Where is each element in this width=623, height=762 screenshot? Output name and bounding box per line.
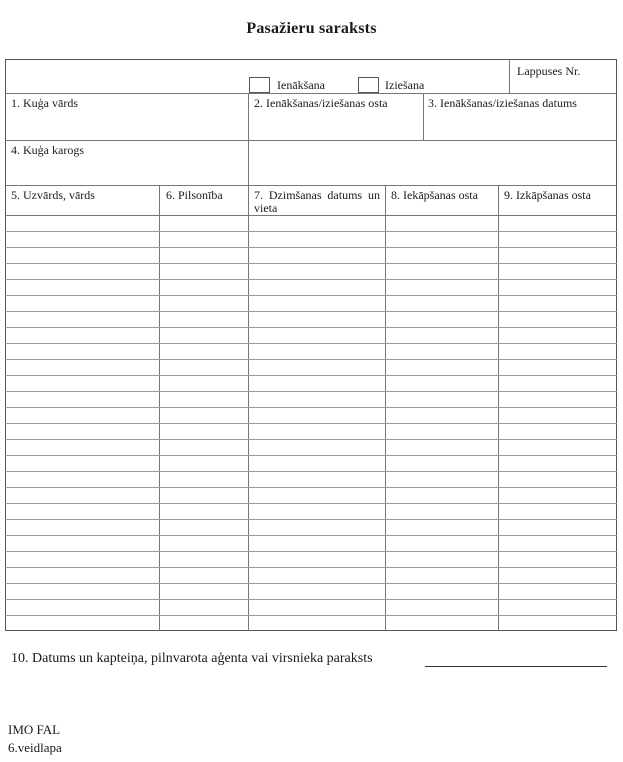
- table-row: [5, 471, 617, 472]
- passenger-rows: [5, 215, 617, 631]
- table-row: [5, 615, 617, 616]
- port-label: 2. Ienākšanas/iziešanas osta: [254, 96, 388, 110]
- table-row: [5, 567, 617, 568]
- table-row: [5, 551, 617, 552]
- table-row: [5, 455, 617, 456]
- page-title: Pasažieru saraksts: [246, 20, 377, 37]
- column-divider: [423, 93, 424, 140]
- flag-label: 4. Kuģa karogs: [11, 143, 84, 157]
- table-row: [5, 439, 617, 440]
- column-header-disembark-port: 9. Izkāpšanas osta: [504, 188, 591, 202]
- arrival-checkbox[interactable]: [249, 77, 270, 93]
- table-row: [5, 359, 617, 360]
- row-divider: [5, 93, 617, 94]
- page-number-label: Lappuses Nr.: [517, 64, 581, 78]
- table-row: [5, 391, 617, 392]
- date-label: 3. Ienākšanas/iziešanas datums: [428, 96, 577, 110]
- table-row: [5, 327, 617, 328]
- table-row: [5, 311, 617, 312]
- table-row: [5, 503, 617, 504]
- departure-label: Iziešana: [385, 78, 425, 92]
- row-divider: [5, 185, 617, 186]
- table-row: [5, 423, 617, 424]
- table-row: [5, 583, 617, 584]
- table-row: [5, 407, 617, 408]
- table-row: [5, 487, 617, 488]
- table-row: [5, 343, 617, 344]
- form-number: 6.veidlapa: [8, 740, 62, 755]
- table-row: [5, 535, 617, 536]
- arrival-label: Ienākšana: [277, 78, 325, 92]
- row-divider: [5, 140, 617, 141]
- signature-label: 10. Datums un kapteiņa, pilnvarota aģenta vai virsnieka paraksts: [11, 651, 373, 666]
- table-row: [5, 247, 617, 248]
- table-row: [5, 519, 617, 520]
- table-row: [5, 263, 617, 264]
- table-row: [5, 231, 617, 232]
- column-header-name: 5. Uzvārds, vārds: [11, 188, 95, 202]
- table-row: [5, 599, 617, 600]
- column-header-birth: 7. Dzimšanas datums un vieta: [254, 188, 380, 215]
- departure-checkbox[interactable]: [358, 77, 379, 93]
- column-header-nationality: 6. Pilsonība: [166, 188, 223, 202]
- ship-name-label: 1. Kuģa vārds: [11, 96, 78, 110]
- form-reference: IMO FAL: [8, 722, 61, 737]
- page-number-divider: [509, 59, 510, 93]
- signature-line[interactable]: [425, 666, 607, 667]
- table-row: [5, 295, 617, 296]
- table-row: [5, 279, 617, 280]
- table-row: [5, 375, 617, 376]
- column-header-embark-port: 8. Iekāpšanas osta: [391, 188, 478, 202]
